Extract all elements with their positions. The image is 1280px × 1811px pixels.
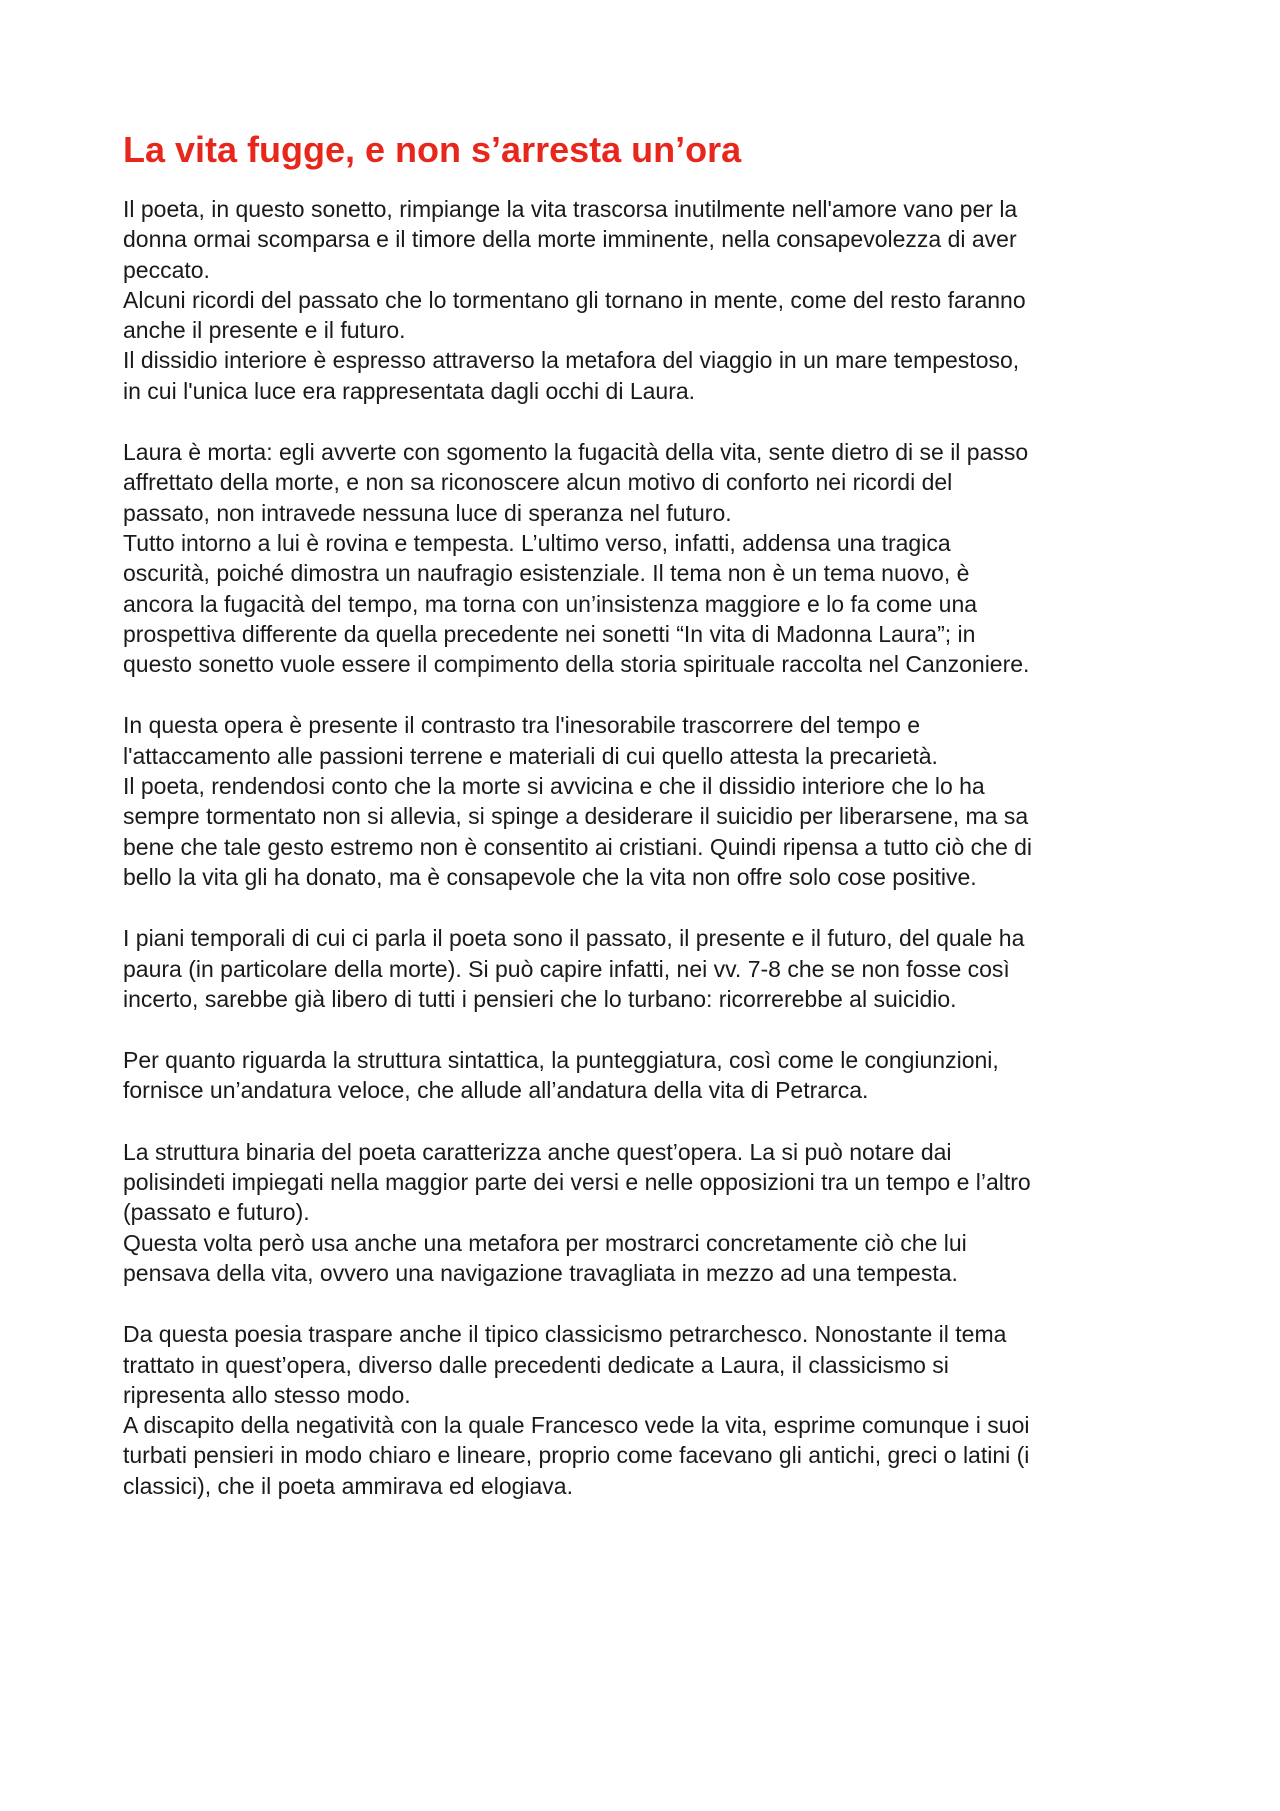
text-line: polisindeti impiegati nella maggior parte dei versi e nelle opposizioni tra un tempo e l’altro: [123, 1169, 1031, 1196]
text-line: La struttura binaria del poeta caratterizza anche quest’opera. La si può notare dai: [123, 1138, 952, 1165]
text-line: passato, non intravede nessuna luce di speranza nel futuro.: [123, 499, 732, 526]
text-line: Alcuni ricordi del passato che lo tormentano gli tornano in mente, come del resto faranno: [123, 286, 1026, 313]
text-line: paura (in particolare della morte). Si può capire infatti, nei vv. 7-8 che se non fosse così: [123, 955, 1010, 982]
text-line: Il dissidio interiore è espresso attraverso la metafora del viaggio in un mare tempestoso,: [123, 347, 1020, 374]
text-line: pensava della vita, ovvero una navigazione travagliata in mezzo ad una tempesta.: [123, 1259, 958, 1286]
text-line: ripresenta allo stesso modo.: [123, 1381, 411, 1408]
paragraph: [123, 1319, 1183, 1501]
text-line: fornisce un’andatura veloce, che allude all’andatura della vita di Petrarca.: [123, 1077, 869, 1104]
text-line: questo sonetto vuole essere il compimento della storia spirituale raccolta nel Canzoniere.: [123, 651, 1030, 678]
text-line: bene che tale gesto estremo non è consentito ai cristiani. Quindi ripensa a tutto ciò che di: [123, 833, 1033, 860]
text-line: peccato.: [123, 256, 210, 283]
text-line: I piani temporali di cui ci parla il poeta sono il passato, il presente e il futuro, del quale ha: [123, 925, 1025, 952]
text-line: trattato in quest’opera, diverso dalle precedenti dedicate a Laura, il classicismo si: [123, 1351, 949, 1378]
text-line: l'attaccamento alle passioni terrene e materiali di cui quello attesta la precarietà.: [123, 742, 938, 769]
text-line: ancora la fugacità del tempo, ma torna con un’insistenza maggiore e lo fa come una: [123, 590, 978, 617]
text-line: bello la vita gli ha donato, ma è consapevole che la vita non offre solo cose positive.: [123, 863, 977, 890]
text-line: oscurità, poiché dimostra un naufragio esistenziale. Il tema non è un tema nuovo, è: [123, 560, 970, 587]
document-page: [123, 128, 1183, 1532]
text-line: prospettiva differente da quella precedente nei sonetti “In vita di Madonna Laura”; in: [123, 620, 976, 647]
text-line: Tutto intorno a lui è rovina e tempesta. L’ultimo verso, infatti, addensa una tragica: [123, 529, 951, 556]
paragraph: [123, 1137, 1183, 1288]
text-line: In questa opera è presente il contrasto tra l'inesorabile trascorrere del tempo e: [123, 712, 921, 739]
text-line: Per quanto riguarda la struttura sintattica, la punteggiatura, così come le congiunzioni,: [123, 1047, 999, 1074]
text-line: Da questa poesia traspare anche il tipico classicismo petrarchesco. Nonostante il tema: [123, 1321, 1007, 1348]
text-line: affrettato della morte, e non sa riconoscere alcun motivo di conforto nei ricordi del: [123, 469, 953, 496]
text-line: Laura è morta: egli avverte con sgomento la fugacità della vita, sente dietro di se il passo: [123, 439, 1029, 466]
text-line: Questa volta però usa anche una metafora per mostrarci concretamente ciò che lui: [123, 1229, 967, 1256]
text-line: donna ormai scomparsa e il timore della morte imminente, nella consapevolezza di aver: [123, 226, 1017, 253]
text-line: Il poeta, rendendosi conto che la morte si avvicina e che il dissidio interiore che lo ha: [123, 773, 985, 800]
paragraph: [123, 1045, 1183, 1106]
paragraph: [123, 194, 1183, 406]
paragraph: [123, 710, 1183, 892]
paragraph: [123, 923, 1183, 1014]
text-line: (passato e futuro).: [123, 1199, 310, 1226]
paragraph: [123, 437, 1183, 679]
text-line: sempre tormentato non si allevia, si spinge a desiderare il suicidio per liberarsene, ma sa: [123, 803, 1029, 830]
text-line: in cui l'unica luce era rappresentata dagli occhi di Laura.: [123, 377, 696, 404]
text-line: Il poeta, in questo sonetto, rimpiange la vita trascorsa inutilmente nell'amore vano per la: [123, 196, 1018, 222]
page-title: La vita fugge, e non s’arresta un’ora: [123, 129, 742, 170]
text-line: anche il presente e il futuro.: [123, 317, 406, 344]
text-line: turbati pensieri in modo chiaro e lineare, proprio come facevano gli antichi, greci o latini (i: [123, 1442, 1030, 1469]
text-line: incerto, sarebbe già libero di tutti i pensieri che lo turbano: ricorrerebbe al suicidio.: [123, 985, 957, 1012]
text-line: classici), che il poeta ammirava ed elogiava.: [123, 1472, 573, 1499]
text-line: A discapito della negatività con la quale Francesco vede la vita, esprime comunque i suoi: [123, 1412, 1030, 1439]
